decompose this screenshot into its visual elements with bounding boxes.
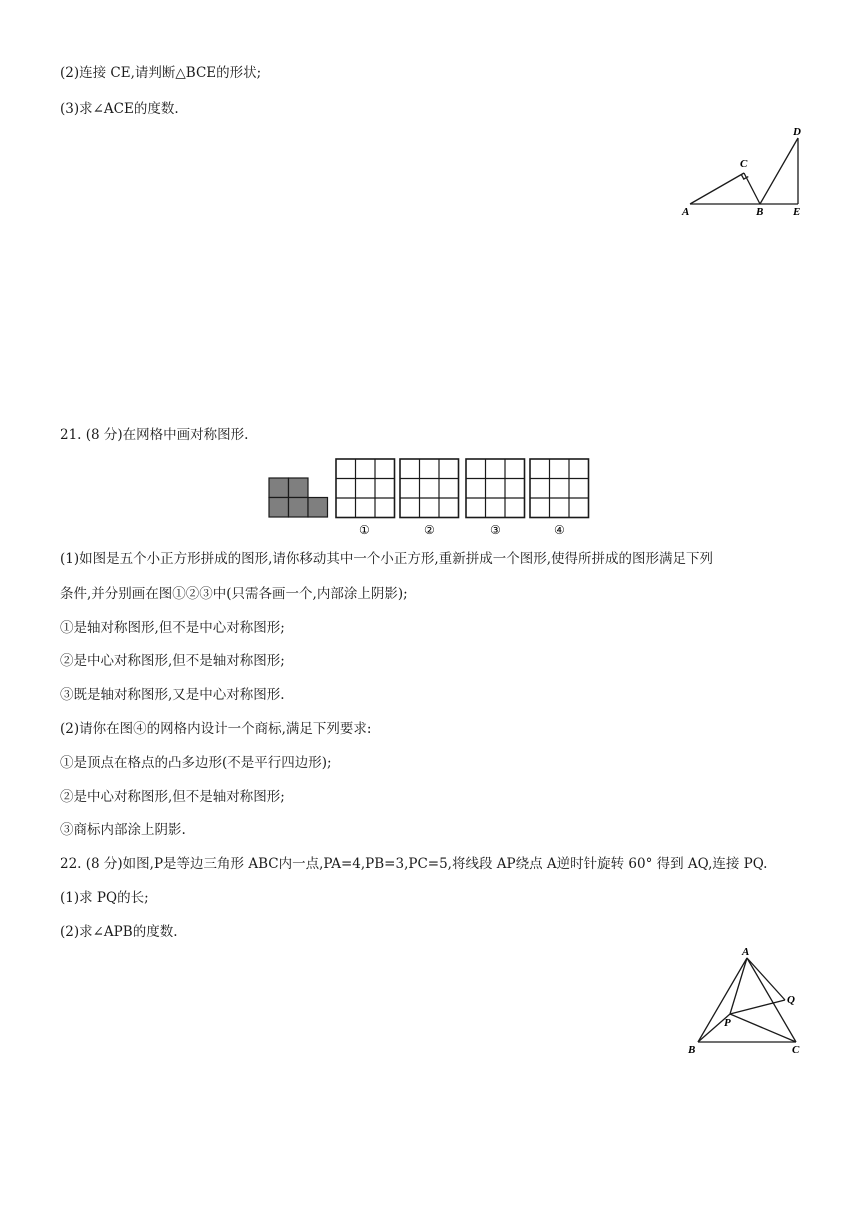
problem20-part3: (3)求∠ACE的度数.: [60, 101, 179, 117]
label-b: B: [756, 206, 764, 218]
figure-abcde: [676, 124, 816, 220]
segment-ac: [690, 173, 744, 204]
label-b: B: [688, 1044, 696, 1056]
segment-bd: [760, 138, 798, 204]
segment-ab: [698, 958, 747, 1042]
grid-figure-row: [266, 456, 596, 540]
label-c: C: [740, 158, 748, 170]
grid-1: [336, 459, 395, 518]
problem21-cond1: ①是轴对称图形,但不是中心对称图形;: [60, 620, 285, 636]
segment-pc: [730, 1014, 796, 1042]
problem22-part2: (2)求∠APB的度数.: [60, 924, 178, 940]
label-p: P: [724, 1017, 731, 1029]
label-q: Q: [787, 994, 795, 1006]
label-a: A: [742, 946, 750, 958]
problem21-part1-line1: (1)如图是五个小正方形拼成的图形,请你移动其中一个小正方形,重新拼成一个图形,使得所拼成的图形满足下列: [60, 551, 713, 567]
problem22-part1: (1)求 PQ的长;: [60, 890, 149, 906]
problem21-part2: (2)请你在图④的网格内设计一个商标,满足下列要求:: [60, 721, 372, 737]
grid-caption-1: ①: [359, 523, 370, 537]
segment-aq: [747, 958, 785, 1000]
label-e: E: [793, 206, 801, 218]
label-c: C: [792, 1044, 800, 1056]
segment-ap: [730, 958, 747, 1014]
problem21-req3: ③商标内部涂上阴影.: [60, 822, 186, 838]
grid-caption-2: ②: [424, 523, 435, 537]
label-d: D: [793, 126, 801, 138]
problem20-part2: (2)连接 CE,请判断△BCE的形状;: [60, 65, 262, 81]
problem21-cond3: ③既是轴对称图形,又是中心对称图形.: [60, 687, 285, 703]
problem21-req1: ①是顶点在格点的凸多边形(不是平行四边形);: [60, 755, 332, 771]
grid-caption-3: ③: [490, 523, 501, 537]
grid-caption-4: ④: [554, 523, 565, 537]
grid-3: [466, 459, 525, 518]
label-a: A: [682, 206, 690, 218]
problem21-part1-line2: 条件,并分别画在图①②③中(只需各画一个,内部涂上阴影);: [60, 586, 408, 602]
problem21-title: 21. (8 分)在网格中画对称图形.: [60, 427, 249, 443]
figure-abcpq: [684, 945, 814, 1061]
grid-4: [530, 459, 589, 518]
problem21-req2: ②是中心对称图形,但不是轴对称图形;: [60, 789, 285, 805]
grid-2: [400, 459, 459, 518]
problem22-title: 22. (8 分)如图,P是等边三角形 ABC内一点,PA=4,PB=3,PC=5,将线段 AP绕点 A逆时针旋转 60° 得到 AQ,连接 PQ.: [60, 856, 768, 872]
five-square-shape: [269, 478, 328, 517]
segment-pq: [730, 1000, 785, 1014]
problem21-cond2: ②是中心对称图形,但不是轴对称图形;: [60, 653, 285, 669]
